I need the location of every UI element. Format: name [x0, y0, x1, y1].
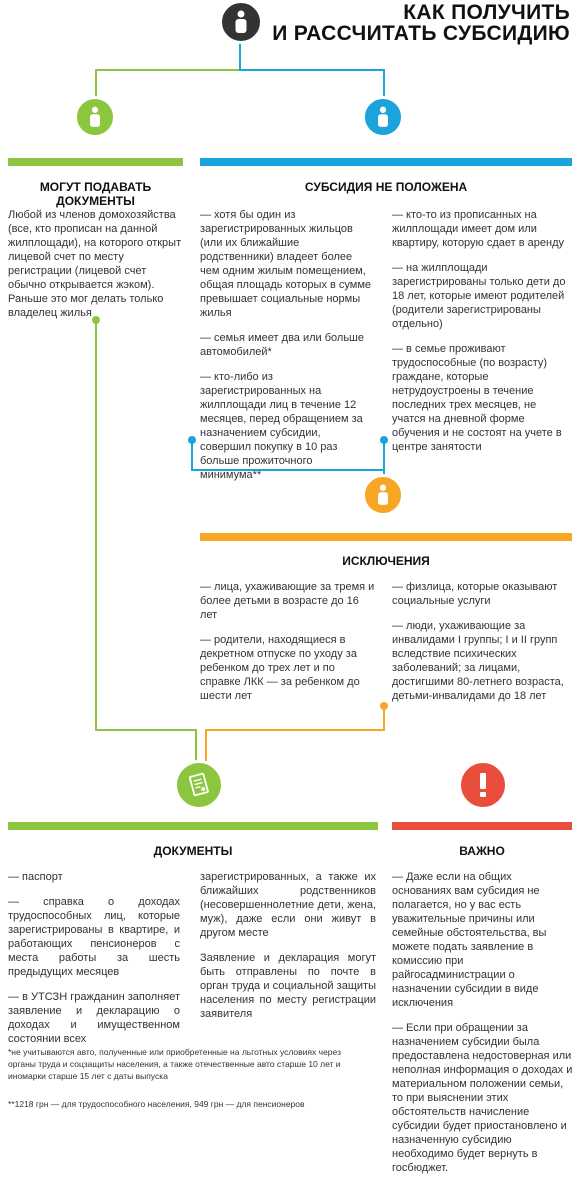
documents-heading: ДОКУМЕНТЫ [153, 844, 233, 858]
person-icon [374, 484, 392, 506]
exceptions-left [200, 580, 376, 714]
person-icon [231, 10, 251, 34]
document-icon [186, 772, 212, 798]
not-entitled-right-item: — на жилплощади зарегистрированы только дети до 18 лет, которые имеют родителей (родители зарегистрированы отдельно) [392, 262, 566, 330]
exceptions-right-item: — физлица, которые оказывают социальные услуги [392, 581, 558, 607]
documents-circle [174, 760, 224, 810]
not-entitled-left-item: — кто-либо из зарегистрированных на жилплощади лиц в течение 12 месяцев, перед обращением за назначением субсидии, совершил покупку в 10 раз больше прожиточного минимума** [200, 371, 363, 481]
blue-person-circle [362, 96, 404, 138]
top-person-circle [219, 0, 263, 44]
person-icon [374, 106, 392, 128]
documents-left [8, 870, 180, 1057]
not-entitled-heading: СУБСИДИЯ НЕ ПОЛОЖЕНА [304, 180, 468, 194]
exceptions-left-item: — лица, ухаживающие за тремя и более детьми в возрасте до 16 лет [200, 581, 375, 621]
important-item: — Даже если на общих основаниях вам субсидия не полагается, но у вас есть уважительные причины или семейные обстоятельства, вы можете подать заявление в комиссию при райгосадминистрации о назначении субсидии в виде исключения [392, 871, 547, 1009]
person-icon [86, 106, 104, 128]
documents-right [200, 870, 376, 1032]
title-line-1: КАК ПОЛУЧИТЬ [403, 1, 570, 24]
blue-bar [200, 158, 572, 166]
exceptions-right-item: — люди, ухаживающие за инвалидами I группы; I и II групп вследствие психических заболеваний; за лицами, достигшими 80-летнего возраста, детьми-инвалидами до 18 лет [392, 620, 564, 702]
exceptions-left-item: — родители, находящиеся в декретном отпуске по уходу за ребенком до трех лет и по справке ЛКК — за ребенком до шести лет [200, 634, 360, 702]
documents-left-item: — в УТСЗН гражданин заполняет заявление и декларацию о доходах и имущественном состоянии всех [8, 991, 180, 1045]
not-entitled-right-item: — в семье проживают трудоспособные (по возрасту) граждане, которые нетрудоустроены в течение последних трех месяцев, не учатся на дневной форме обучения и не состоят на учете в центре занятости [392, 343, 562, 453]
important-item: — Если при обращении за назначением субсидии была предоставлена недостоверная или неполная информация о доходах и материальном положении семьи, то при выяснении этих обстоятельств начисление субсидии будет приостановлено и назначенную субсидию необходимо будет вернуть в госбюджет. [392, 1022, 573, 1174]
not-entitled-right-item: — кто-то из прописанных на жилплощади имеет дом или квартиру, которую сдает в аренду [392, 209, 564, 249]
orange-bar [200, 533, 572, 541]
exclamation-icon [478, 772, 488, 798]
orange-person-circle [362, 474, 404, 516]
important-bar [392, 822, 572, 830]
page-title [272, 2, 570, 44]
documents-right-item: Заявление и декларация могут быть отправлены по почте в орган труда и социальной защиты населения по месту регистрации заявителя [200, 952, 376, 1020]
footnote-1: *не учитываются авто, полученные или приобретенные на льготных условиях через органы труда и соцзащиты населения, а также отечественные авто старше 10 лет и иномарки старше 15 лет с даты выпуска [8, 1047, 341, 1081]
documents-bar [8, 822, 378, 830]
documents-left-item: — паспорт [8, 871, 63, 883]
can-apply-heading: МОГУТ ПОДАВАТЬ ДОКУМЕНТЫ [39, 180, 152, 208]
important-heading: ВАЖНО [459, 844, 505, 858]
important-text [392, 870, 574, 1186]
green-bar [8, 158, 183, 166]
green-person-circle [74, 96, 116, 138]
title-line-2: И РАССЧИТАТЬ СУБСИДИЮ [272, 22, 570, 45]
exceptions-right [392, 580, 572, 714]
documents-left-item: — справка о доходах трудоспособных лиц, которые зарегистрированы в квартире, и работающих пенсионеров с места работы за шесть предыдущих месяцев [8, 896, 180, 978]
exceptions-heading: ИСКЛЮЧЕНИЯ [342, 554, 430, 568]
can-apply-text: Любой из членов домохозяйства (все, кто прописан на данной жилплощади), на которого открыт лицевой счет по месту регистрации (лицевой счет обычно открывается жэком). Раньше это мог делать только владелец жилья [8, 209, 182, 319]
footnote-2: **1218 грн — для трудоспособного населения, 949 грн — для пенсионеров [8, 1099, 305, 1109]
not-entitled-left-item: — семья имеет два или больше автомобилей* [200, 332, 364, 358]
warning-circle [458, 760, 508, 810]
not-entitled-left [200, 208, 372, 493]
not-entitled-right [392, 208, 572, 465]
documents-right-item: зарегистрированных, а также их ближайших родственников (несовершеннолетние дети, жена, муж), даже если они живут в другом месте [200, 871, 376, 939]
not-entitled-left-item: — хотя бы один из зарегистрированных жильцов (или их ближайшие родственники) владеет более чем одним жилым помещением, общая площадь которых в сумме превышает социальные нормы жилья [200, 209, 372, 319]
